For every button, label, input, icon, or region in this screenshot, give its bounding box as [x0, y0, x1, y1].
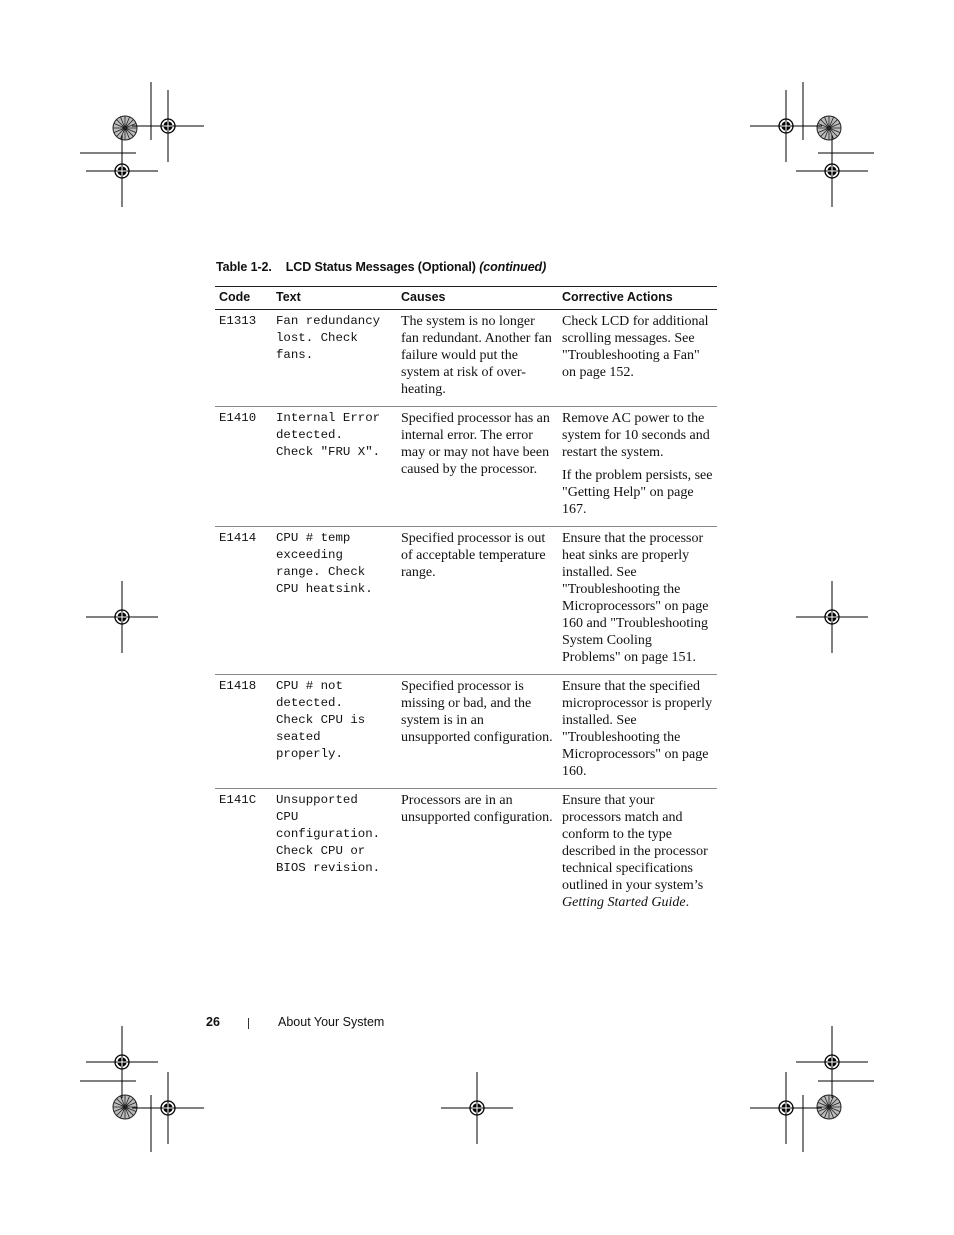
table-row: [215, 675, 717, 789]
row-corrective-actions: [558, 789, 717, 920]
table-caption: [216, 260, 546, 274]
row-code: E141C: [219, 793, 257, 807]
action-paragraph: [562, 792, 713, 911]
footer-section-title: About Your System: [278, 1015, 385, 1029]
row-causes: The system is no longer fan redundant. Another fan failure would put the system at risk of over-heating.: [397, 310, 558, 407]
row-causes: Processors are in an unsupported configuration.: [401, 793, 553, 825]
action-text: Ensure that your processors match and conform to the type described in the processor technical specifications outlined in your system’s: [562, 793, 708, 893]
row-causes: Specified processor is out of acceptable temperature range.: [397, 527, 558, 675]
row-corrective-actions: [558, 527, 717, 675]
action-text-end: .: [685, 895, 690, 910]
guide-title: Getting Started Guide: [562, 895, 686, 910]
row-lcd-text: CPU # temp exceeding range. Check CPU heatsink.: [272, 527, 397, 675]
lcd-status-messages-table: [215, 286, 717, 919]
row-code: E1410: [215, 407, 272, 527]
table-header-row: [215, 287, 717, 310]
table-row: [215, 527, 717, 675]
row-code: E1418: [215, 675, 272, 789]
page-number: 26: [206, 1015, 220, 1029]
table-row: [215, 407, 717, 527]
row-corrective-actions: [558, 675, 717, 789]
table-caption-title: LCD Status Messages (Optional): [285, 260, 476, 274]
row-lcd-text: Fan redundancy lost. Check fans.: [272, 310, 397, 407]
row-causes: Specified processor has an internal error. The error may or may not have been caused by the processor.: [397, 407, 558, 527]
table-row: [215, 310, 717, 407]
row-lcd-text: Unsupported CPU configuration. Check CPU or BIOS revision.: [276, 793, 381, 875]
footer-divider: [248, 1018, 249, 1029]
action-paragraph: Ensure that the processor heat sinks are properly installed. See "Troubleshooting the Microprocessors" on page 160 and "Troubleshooting System Cooling Problems" on page 151.: [562, 531, 709, 665]
table-caption-label: Table 1-2.: [216, 260, 272, 274]
table-caption-continued: (continued): [479, 260, 547, 274]
page-footer: [206, 1015, 385, 1029]
row-code: E1313: [215, 310, 272, 407]
column-header-text: Text: [272, 287, 397, 310]
row-causes: Specified processor is missing or bad, and the system is in an unsupported configuration.: [397, 675, 558, 789]
action-paragraph: Ensure that the specified microprocessor is properly installed. See "Troubleshooting the Microprocessors" on page 160.: [562, 679, 713, 779]
row-corrective-actions: [558, 310, 717, 407]
action-paragraph: Remove AC power to the system for 10 seconds and restart the system.: [562, 411, 710, 460]
column-header-causes: Causes: [397, 287, 558, 310]
row-lcd-text: Internal Error detected. Check "FRU X".: [272, 407, 397, 527]
action-paragraph: Check LCD for additional scrolling messages. See "Troubleshooting a Fan" on page 152.: [562, 314, 709, 380]
row-lcd-text: CPU # not detected. Check CPU is seated properly.: [272, 675, 397, 789]
column-header-corrective-actions: Corrective Actions: [558, 287, 717, 310]
action-paragraph: If the problem persists, see "Getting Help" on page 167.: [562, 468, 713, 517]
row-code: E1414: [215, 527, 272, 675]
row-corrective-actions: [558, 407, 717, 527]
column-header-code: Code: [215, 287, 272, 310]
table-row: [215, 789, 717, 920]
